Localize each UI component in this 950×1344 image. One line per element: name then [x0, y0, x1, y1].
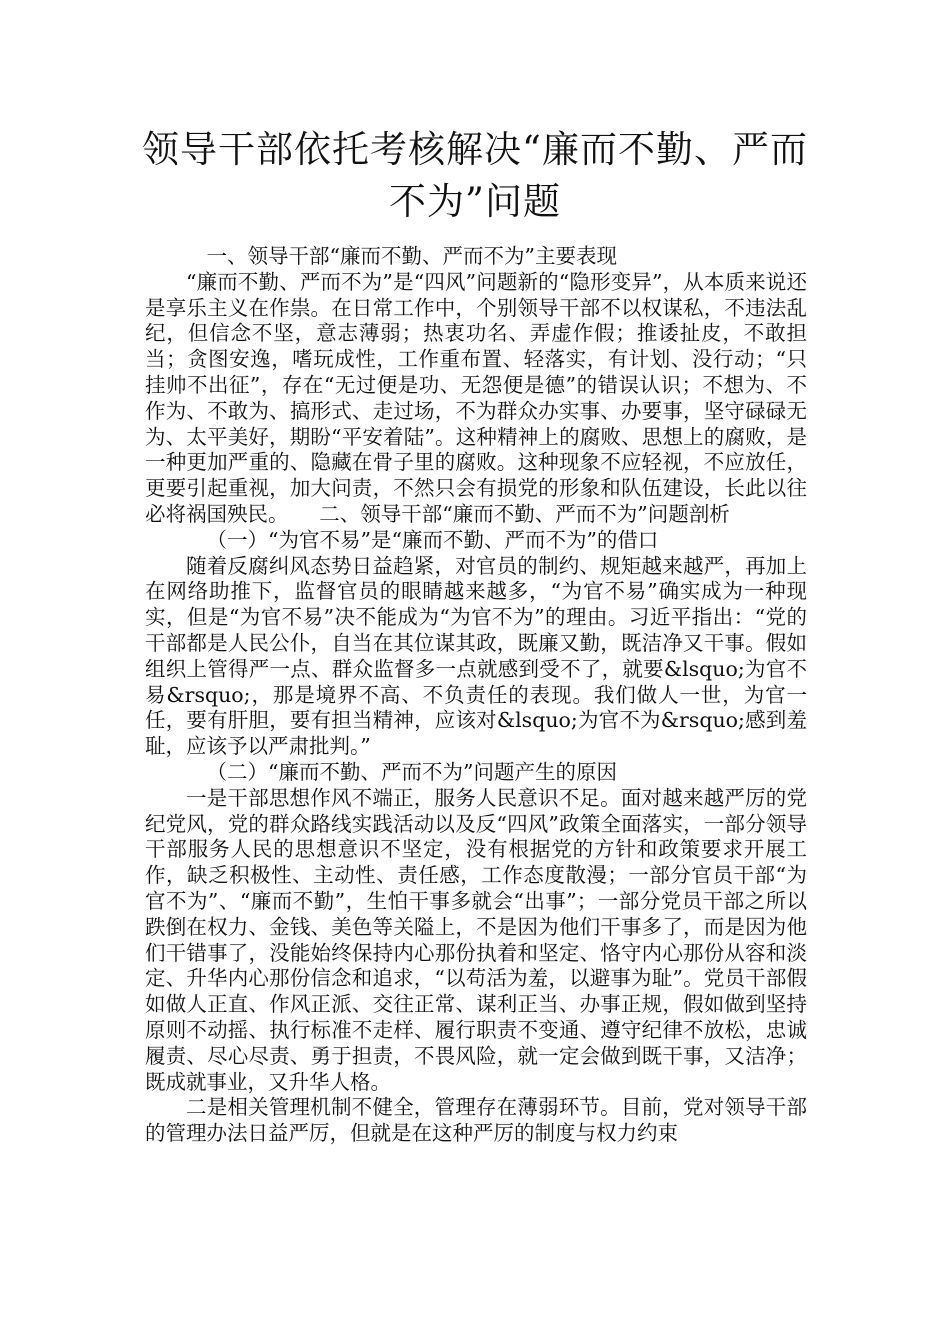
- title-line-1: 领导干部依托考核解决“廉而不勤、严而: [142, 128, 808, 171]
- paragraph: 随着反腐纠风态势日益趋紧，对官员的制约、规矩越来越严，再加上在网络助推下，监督官员的眼睛越来越多，“为官不易”确实成为一种现实，但是“为官不易”决不能成为“为官不为”的理由。习近平指出：“党的干部都是人民公仆，自当在其位谋其政，既廉又勤，既洁净又干事。假如组织上管得严一点、群众监督多一点就感到受不了，就要&lsquo;为官不易&rsquo;，那是境界不高、不负责任的表现。我们做人一世，为官一任，要有肝胆，要有担当精神，应该对&lsquo;为官不为&rsquo;感到羞耻，应该予以严肃批判。”: [145, 553, 807, 759]
- subsection-heading: （一）“为官不易”是“廉而不勤、严而不为”的借口: [206, 527, 659, 552]
- paragraph: “廉而不勤、严而不为”是“四风”问题新的“隐形变异”，从本质来说还是享乐主义在作祟。在日常工作中，个别领导干部不以权谋私，不违法乱纪，但信念不坚，意志薄弱；热衷功名、弄虚作假；推诿扯皮，不敢担当；贪图安逸，嗜玩成性，工作重布置、轻落实，有计划、没行动；“只挂帅不出征”，存在“无过便是功、无怨便是德”的错误认识；不想为、不作为、不敢为、搞形式、走过场，不为群众办实事、办要事，坚守碌碌无为、太平美好，期盼“平安着陆”。这种精神上的腐败、思想上的腐败，是一种更加严重的、隐藏在骨子里的腐败。这种现象不应轻视，不应放任，更要引起重视，加大问责，不然只会有损党的形象和队伍建设，长此以往必将祸国殃民。 二、领导干部“廉而不勤、严而不为”问题剖析: [145, 269, 807, 526]
- document-title: [140, 124, 810, 228]
- title-line-2: 不为”问题: [389, 180, 561, 223]
- paragraph: 一是干部思想作风不端正，服务人民意识不足。面对越来越严厉的党纪党风，党的群众路线实践活动以及反“四风”政策全面落实，一部分领导干部服务人民的思想意识不坚定，没有根据党的方针和政策要求开展工作，缺乏积极性、主动性、责任感，工作态度散漫；一部分官员干部“为官不为”、“廉而不勤”，生怕干事多就会“出事”；一部分党员干部之所以跌倒在权力、金钱、美色等关隘上，不是因为他们干事多了，而是因为他们干错事了，没能始终保持内心那份执着和坚定、恪守内心那份从容和淡定、升华内心那份信念和追求，“以苟活为羞，以避事为耻”。党员干部假如做人正直、作风正派、交往正常、谋利正当、办事正规，假如做到坚持原则不动摇、执行标准不走样、履行职责不变通、遵守纪律不放松，忠诚履责、尽心尽责、勇于担责，不畏风险，就一定会做到既干事，又洁净；既成就事业，又升华人格。: [145, 785, 807, 1094]
- subsection-heading: （二）“廉而不勤、严而不为”问题产生的原因: [206, 759, 617, 784]
- section-heading: 一、领导干部“廉而不勤、严而不为”主要表现: [206, 244, 617, 268]
- document-body: [145, 244, 807, 1147]
- paragraph: 二是相关管理机制不健全，管理存在薄弱环节。目前，党对领导干部的管理办法日益严厉，但就是在这种严厉的制度与权力约束: [145, 1095, 807, 1146]
